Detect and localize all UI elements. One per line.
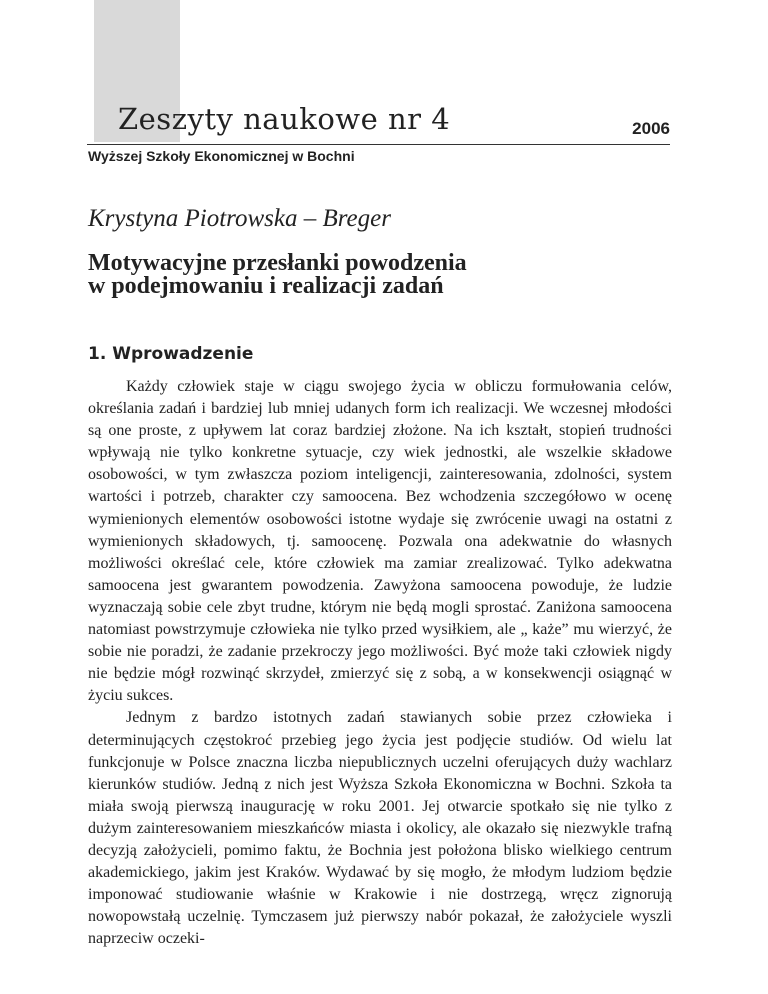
section-heading: 1. Wprowadzenie <box>88 344 254 364</box>
article-body <box>88 376 672 950</box>
header-divider <box>87 144 670 145</box>
article-title-line: Motywacyjne przesłanki powodzenia <box>88 250 467 276</box>
article-author: Krystyna Piotrowska – Breger <box>88 205 391 232</box>
body-paragraph: Jednym z bardzo istotnych zadań stawianych sobie przez człowieka i determinujących częstokroć przebieg jego życia jest podjęcie studiów. Od wielu lat funkcjonuje w Polsce znaczna liczba niepublicznych uczelni oferujących duży wachlarz kierunków studiów. Jedną z nich jest Wyższa Szkoła Ekonomiczna w Bochni. Szkoła ta miała swoją pierwszą inaugurację w roku 2001. Jej otwarcie spotkało się nie tylko z dużym zainteresowaniem mieszkańców miasta i okolicy, ale okazało się niezwykle trafną decyzją założycieli, pomimo faktu, że Bochnia jest położona blisko wielkiego centrum akademickiego, jakim jest Kraków. Wydawać by się mogło, że młodym ludziom będzie imponować studiowanie właśnie w Krakowie i nie dostrzegą, wręcz zignorują nowopowstałą uczelnię. Tymczasem już pierwszy nabór pokazał, że założyciele wyszli naprzeciw oczeki- <box>88 709 672 948</box>
body-paragraph: Każdy człowiek staje w ciągu swojego życia w obliczu formułowania celów, określania zadań i bardziej lub mniej udanych form ich realizacji. We wczesnej młodości są one proste, z upływem lat coraz bardziej złożone. Na ich kształt, stopień trudności wpływają nie tylko konkretne sytuacje, czy wiek jednostki, ale wszelkie składowe osobowości, w tym zwłaszcza poziom inteligencji, zainteresowania, zdolności, system wartości i potrzeb, charakter czy samoocena. Bez wchodzenia szczegółowo w ocenę wymienionych elementów osobowości istotne wydaje się zwrócenie uwagi na ostatni z wymienionych składowych, tj. samoocenę. Pozwala ona adekwatnie do własnych możliwości określać cele, które człowiek ma zamiar zrealizować. Tylko adekwatna samoocena jest gwarantem powodzenia. Zawyżona samoocena powoduje, że ludzie wyznaczają sobie cele zbyt trudne, którym nie będą mogli sprostać. Zaniżona samoocena natomiast powstrzymuje człowieka nie tylko przed wysiłkiem, ale „ każe” mu wierzyć, że sobie nie poradzi, że zadanie przekroczy jego możliwości. Być może taki człowiek nigdy nie będzie mógł rozwinąć skrzydeł, zmierzyć się z sobą, a w konsekwencji osiągnąć w życiu sukces. <box>88 378 672 705</box>
article-title <box>88 252 668 298</box>
article-title-line: w podejmowaniu i realizacji zadań <box>88 273 444 299</box>
publication-year: 2006 <box>632 119 670 138</box>
institution-name: Wyższej Szkoły Ekonomicznej w Bochni <box>88 148 355 164</box>
journal-title: Zeszyty naukowe nr 4 <box>118 102 451 136</box>
